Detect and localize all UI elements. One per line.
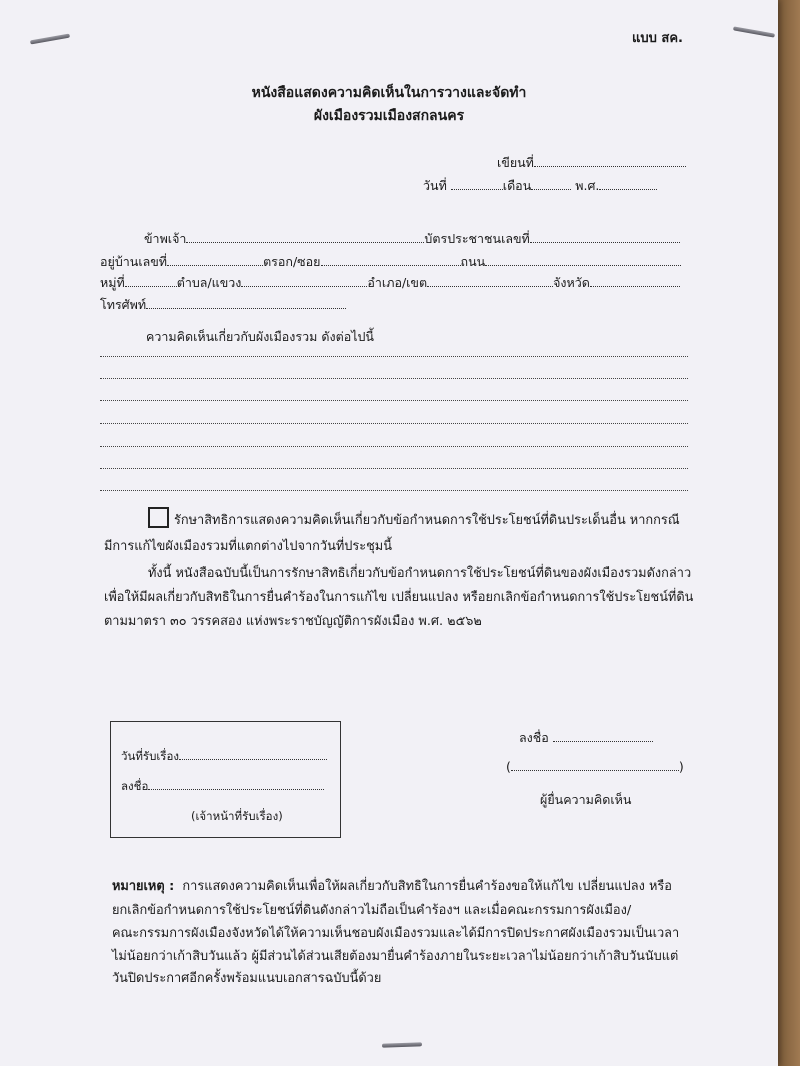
submitter-name-row [506,759,684,774]
alley-field[interactable] [321,255,461,266]
form-code: แบบ สค. [632,31,683,46]
phone-field[interactable] [146,298,346,309]
id-card-label: บัตรประชาชนเลขที่ [424,231,530,246]
submitter-name-field[interactable] [511,760,679,771]
staple-top-right [733,26,775,37]
written-at-row [497,153,686,173]
alley-label: ตรอก/ซอย [263,254,321,269]
form-title-line2: ผังเมืองรวมเมืองสกลนคร [313,108,465,124]
statement-line3: ตามมาตรา ๓๐ วรรคสอง แห่งพระราชบัญญัติการผังเมือง พ.ศ. ๒๕๖๒ [104,614,482,629]
note-label: หมายเหตุ : [112,879,175,894]
province-field[interactable] [590,276,680,287]
house-no-field[interactable] [167,255,263,266]
id-card-field[interactable] [530,232,680,243]
opinion-line-3[interactable] [100,400,688,401]
phone-label: โทรศัพท์ [100,297,147,312]
note-line4: ไม่น้อยกว่าเก้าสิบวันแล้ว ผู้มีส่วนได้ส่วนเสียต้องมายื่นคำร้องภายในระยะเวลาไม่น้อยกว่าเก้าสิบวันนับแต่ [112,949,679,964]
opinion-heading: ความคิดเห็นเกี่ยวกับผังเมืองรวม ดังต่อไปนี้ [146,329,374,344]
note-line1 [112,875,672,896]
submitter-sign-row [519,728,653,748]
month-field[interactable] [531,179,571,190]
statement-line2: เพื่อให้มีผลเกี่ยวกับสิทธิในการยื่นคำร้องในการแก้ไข เปลี่ยนแปลง หรือยกเลิกข้อกำหนดการใช้ประโยชน์ที่ดิน [104,590,694,605]
opinion-line-7[interactable] [100,490,688,491]
date-row [423,176,657,196]
reserve-right-line2: มีการแก้ไขผังเมืองรวมที่แตกต่างไปจากวันที่ประชุมนี้ [104,539,392,554]
opinion-line-4[interactable] [100,423,688,424]
written-at-field[interactable] [534,156,686,167]
officer-label: (เจ้าหน้าที่รับเรื่อง) [191,809,283,823]
reserve-right-line1: รักษาสิทธิการแสดงความคิดเห็นเกี่ยวกับข้อกำหนดการใช้ประโยชน์ที่ดินประเด็นอื่น หากกรณี [174,513,680,528]
form-title-line1: หนังสือแสดงความคิดเห็นในการวางและจัดทำ [251,85,527,101]
moo-label: หมู่ที่ [100,275,125,290]
name-label: ข้าพเจ้า [144,231,187,246]
opinion-line-5[interactable] [100,446,688,447]
address-row [100,252,681,272]
staple-bottom [382,1042,422,1047]
table-surface [778,0,800,1066]
officer-sign-row [121,778,324,796]
month-label: เดือน [502,178,532,193]
submitter-sign-field[interactable] [553,731,653,742]
year-field[interactable] [599,179,657,190]
opinion-line-6[interactable] [100,468,688,469]
statement-line1: ทั้งนี้ หนังสือฉบับนี้เป็นการรักษาสิทธิเกี่ยวกับข้อกำหนดการใช้ประโยชน์ที่ดินของผังเมืองรวมดังกล่าว [148,566,692,581]
written-at-label: เขียนที่ [497,155,534,170]
paren-close: ) [678,759,684,774]
received-date-row [121,748,327,766]
received-date-label: วันที่รับเรื่อง [121,749,180,763]
moo-field[interactable] [125,276,177,287]
date-field[interactable] [451,179,503,190]
phone-row [100,295,346,315]
house-no-label: อยู่บ้านเลขที่ [100,254,168,269]
road-label: ถนน [460,254,486,269]
note-line5: วันปิดประกาศอีกครั้งพร้อมแนบเอกสารฉบับนี้ด้วย [112,971,382,986]
district-label: อำเภอ/เขต [367,275,428,290]
year-label: พ.ศ. [575,178,600,193]
province-label: จังหวัด [553,275,590,290]
submitter-label: ผู้ยื่นความคิดเห็น [540,792,632,807]
reserve-right-checkbox[interactable] [148,507,169,528]
location-row [100,273,680,293]
road-field[interactable] [485,255,681,266]
subdistrict-field[interactable] [241,276,367,287]
date-label: วันที่ [423,178,447,193]
officer-sign-field[interactable] [148,779,324,790]
subdistrict-label: ตำบล/แขวง [176,275,242,290]
officer-receipt-box [110,721,341,838]
note-line3: คณะกรรมการผังเมืองจังหวัดได้ให้ความเห็นชอบผังเมืองรวมและได้มีการปิดประกาศผังเมืองรวมเป็นเวลา [112,926,680,941]
staple-top-left [30,34,70,45]
submitter-sign-label: ลงชื่อ [519,730,549,745]
opinion-line-1[interactable] [100,356,688,357]
name-field[interactable] [186,232,424,243]
paren-open: ( [506,759,511,774]
note-line2: ยกเลิกข้อกำหนดการใช้ประโยชน์ที่ดินดังกล่าวไม่ถือเป็นคำร้องฯ และเมื่อคณะกรรมการผังเมือง/ [112,903,632,918]
received-date-field[interactable] [179,749,327,760]
opinion-line-2[interactable] [100,378,688,379]
name-row [144,229,680,249]
officer-sign-label: ลงชื่อ [121,779,149,793]
note-text-1: การแสดงความคิดเห็นเพื่อให้ผลเกี่ยวกับสิทธิในการยื่นคำร้องขอให้แก้ไข เปลี่ยนแปลง หรือ [182,879,672,894]
district-field[interactable] [427,276,553,287]
